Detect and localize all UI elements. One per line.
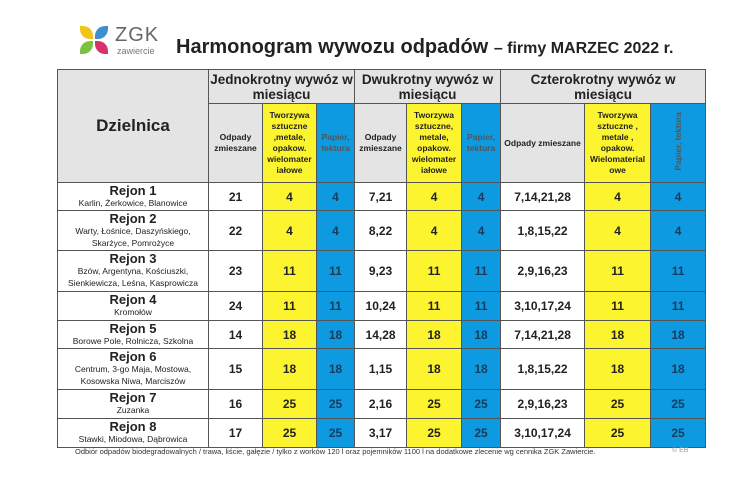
date-cell: 25 bbox=[407, 419, 462, 448]
region-areas: Centrum, 3-go Maja, Mostowa, Kosowska Niwa, Marciszów bbox=[74, 364, 192, 386]
page-title bbox=[176, 36, 673, 59]
date-cell: 11 bbox=[407, 292, 462, 321]
date-cell: 25 bbox=[462, 419, 501, 448]
table-row bbox=[58, 390, 706, 419]
date-cell: 4 bbox=[462, 183, 501, 211]
date-cell: 18 bbox=[317, 349, 355, 390]
header-mixed: Odpady zmieszane bbox=[355, 104, 407, 183]
table-row bbox=[58, 183, 706, 211]
header-group-once: Jednokrotny wywóz w miesiącu bbox=[210, 71, 353, 102]
region-name: Rejon 4 bbox=[109, 292, 157, 307]
date-cell: 4 bbox=[651, 211, 706, 251]
schedule-table bbox=[57, 69, 706, 448]
date-cell: 18 bbox=[585, 321, 651, 349]
logo-leaves-icon bbox=[80, 26, 110, 56]
district-cell bbox=[58, 321, 209, 349]
header-paper: Papier, tektura bbox=[462, 104, 501, 183]
date-cell: 11 bbox=[651, 292, 706, 321]
table-row bbox=[58, 211, 706, 251]
region-name: Rejon 8 bbox=[109, 419, 157, 434]
date-cell: 14 bbox=[209, 321, 263, 349]
table-row bbox=[58, 349, 706, 390]
date-cell: 18 bbox=[263, 321, 317, 349]
header-paper-rotated: Papier, tektura bbox=[672, 112, 683, 171]
district-cell bbox=[58, 292, 209, 321]
date-cell: 10,24 bbox=[355, 292, 407, 321]
header-group-four: Czterokrotny wywóz w miesiącu bbox=[501, 70, 706, 104]
date-cell: 2,16 bbox=[355, 390, 407, 419]
header-group-twice: Dwukrotny wywóz w miesiącu bbox=[355, 70, 501, 104]
district-cell bbox=[58, 183, 209, 211]
date-cell: 25 bbox=[263, 390, 317, 419]
region-name: Rejon 2 bbox=[109, 210, 157, 226]
logo-subtitle: zawiercie bbox=[117, 46, 155, 56]
date-cell: 15 bbox=[209, 349, 263, 390]
date-cell: 4 bbox=[651, 183, 706, 211]
date-cell: 24 bbox=[209, 292, 263, 321]
date-cell: 1,8,15,22 bbox=[501, 349, 585, 390]
date-cell: 16 bbox=[209, 390, 263, 419]
date-cell: 11 bbox=[317, 251, 355, 292]
date-cell: 17 bbox=[209, 419, 263, 448]
date-cell: 4 bbox=[585, 183, 651, 211]
date-cell: 3,10,17,24 bbox=[501, 419, 585, 448]
zgk-logo bbox=[80, 24, 170, 58]
date-cell: 25 bbox=[317, 390, 355, 419]
region-name: Rejon 5 bbox=[109, 320, 157, 336]
title-suffix: – firmy MARZEC 2022 r. bbox=[493, 40, 674, 57]
date-cell: 11 bbox=[462, 292, 501, 321]
date-cell: 4 bbox=[407, 183, 462, 211]
date-cell: 11 bbox=[462, 251, 501, 292]
date-cell: 18 bbox=[651, 321, 706, 349]
header-paper bbox=[651, 104, 706, 183]
date-cell: 18 bbox=[407, 321, 462, 349]
logo-name: ZGK bbox=[115, 24, 160, 46]
district-cell bbox=[58, 390, 209, 419]
date-cell: 18 bbox=[462, 349, 501, 390]
date-cell: 9,23 bbox=[355, 251, 407, 292]
region-areas: Stawki, Miodowa, Dąbrowica bbox=[78, 434, 188, 444]
date-cell: 25 bbox=[462, 390, 501, 419]
region-areas: Karlin, Żerkowice, Blanowice bbox=[78, 197, 188, 208]
date-cell: 18 bbox=[462, 321, 501, 349]
header-mixed: Odpady zmieszane bbox=[209, 104, 263, 183]
date-cell: 4 bbox=[263, 183, 317, 211]
date-cell: 18 bbox=[585, 349, 651, 390]
date-cell: 25 bbox=[585, 419, 651, 448]
table-row bbox=[58, 292, 706, 321]
date-cell: 18 bbox=[407, 349, 462, 390]
date-cell: 25 bbox=[407, 390, 462, 419]
region-name: Rejon 1 bbox=[109, 182, 157, 198]
date-cell: 2,9,16,23 bbox=[501, 390, 585, 419]
region-areas: Warty, Łośnice, Daszyńskiego, Skarżyce, Pomrożyce bbox=[75, 225, 191, 248]
date-cell: 11 bbox=[585, 292, 651, 321]
region-areas: Kromołów bbox=[114, 307, 152, 317]
date-cell: 18 bbox=[317, 321, 355, 349]
date-cell: 11 bbox=[407, 251, 462, 292]
footer-note: Odbiór odpadów biodegradowalnych / trawa, liście, gałęzie / tylko z worków 120 l oraz pojemników 1100 l na dodatkowe zlecenie wg cennika ZGK Zawiercie. bbox=[75, 447, 596, 456]
date-cell: 3,10,17,24 bbox=[501, 292, 585, 321]
header-district: Dzielnica bbox=[58, 70, 209, 183]
district-cell bbox=[58, 251, 209, 292]
date-cell: 21 bbox=[209, 183, 263, 211]
date-cell: 1,15 bbox=[355, 349, 407, 390]
table-row bbox=[58, 321, 706, 349]
header-plastics: Tworzywa sztuczne, metale, opakow. wielomater iałowe bbox=[407, 104, 462, 183]
date-cell: 4 bbox=[462, 211, 501, 251]
date-cell: 7,14,21,28 bbox=[501, 321, 585, 349]
header-plastics: Tworzywa sztuczne , metale , opakow. Wielomaterial owe bbox=[585, 104, 651, 183]
region-name: Rejon 6 bbox=[109, 349, 157, 364]
date-cell: 23 bbox=[209, 251, 263, 292]
region-areas: Zuzanka bbox=[116, 405, 150, 415]
date-cell: 4 bbox=[317, 183, 355, 211]
title-main: Harmonogram wywozu odpadów bbox=[176, 36, 489, 58]
region-name: Rejon 7 bbox=[109, 390, 157, 405]
date-cell: 25 bbox=[585, 390, 651, 419]
district-cell bbox=[58, 211, 209, 251]
table-row bbox=[58, 251, 706, 292]
district-cell bbox=[58, 419, 209, 448]
table-row bbox=[58, 419, 706, 448]
header-paper: Papier, tektura bbox=[317, 104, 355, 183]
date-cell: 11 bbox=[263, 292, 317, 321]
date-cell: 4 bbox=[263, 211, 317, 251]
date-cell: 11 bbox=[585, 251, 651, 292]
date-cell: 22 bbox=[209, 211, 263, 251]
region-name: Rejon 3 bbox=[109, 251, 157, 266]
region-areas: Bzów, Argentyna, Kościuszki, Sienkiewicza, Leśna, Kasprowicza bbox=[68, 266, 198, 288]
date-cell: 25 bbox=[651, 419, 706, 448]
date-cell: 11 bbox=[651, 251, 706, 292]
date-cell: 11 bbox=[263, 251, 317, 292]
region-areas: Borowe Pole, Rolnicza, Szkolna bbox=[72, 335, 194, 346]
date-cell: 1,8,15,22 bbox=[501, 211, 585, 251]
date-cell: 14,28 bbox=[355, 321, 407, 349]
date-cell: 25 bbox=[651, 390, 706, 419]
copyright: © EB bbox=[672, 447, 689, 454]
date-cell: 4 bbox=[317, 211, 355, 251]
date-cell: 18 bbox=[651, 349, 706, 390]
date-cell: 25 bbox=[263, 419, 317, 448]
date-cell: 3,17 bbox=[355, 419, 407, 448]
date-cell: 2,9,16,23 bbox=[501, 251, 585, 292]
date-cell: 25 bbox=[317, 419, 355, 448]
date-cell: 7,21 bbox=[355, 183, 407, 211]
date-cell: 7,14,21,28 bbox=[501, 183, 585, 211]
date-cell: 4 bbox=[585, 211, 651, 251]
date-cell: 18 bbox=[263, 349, 317, 390]
district-cell bbox=[58, 349, 209, 390]
header-mixed: Odpady zmieszane bbox=[501, 104, 585, 183]
date-cell: 8,22 bbox=[355, 211, 407, 251]
date-cell: 4 bbox=[407, 211, 462, 251]
date-cell: 11 bbox=[317, 292, 355, 321]
header-plastics: Tworzywa sztuczne ,metale, opakow. wielomater iałowe bbox=[263, 104, 317, 183]
